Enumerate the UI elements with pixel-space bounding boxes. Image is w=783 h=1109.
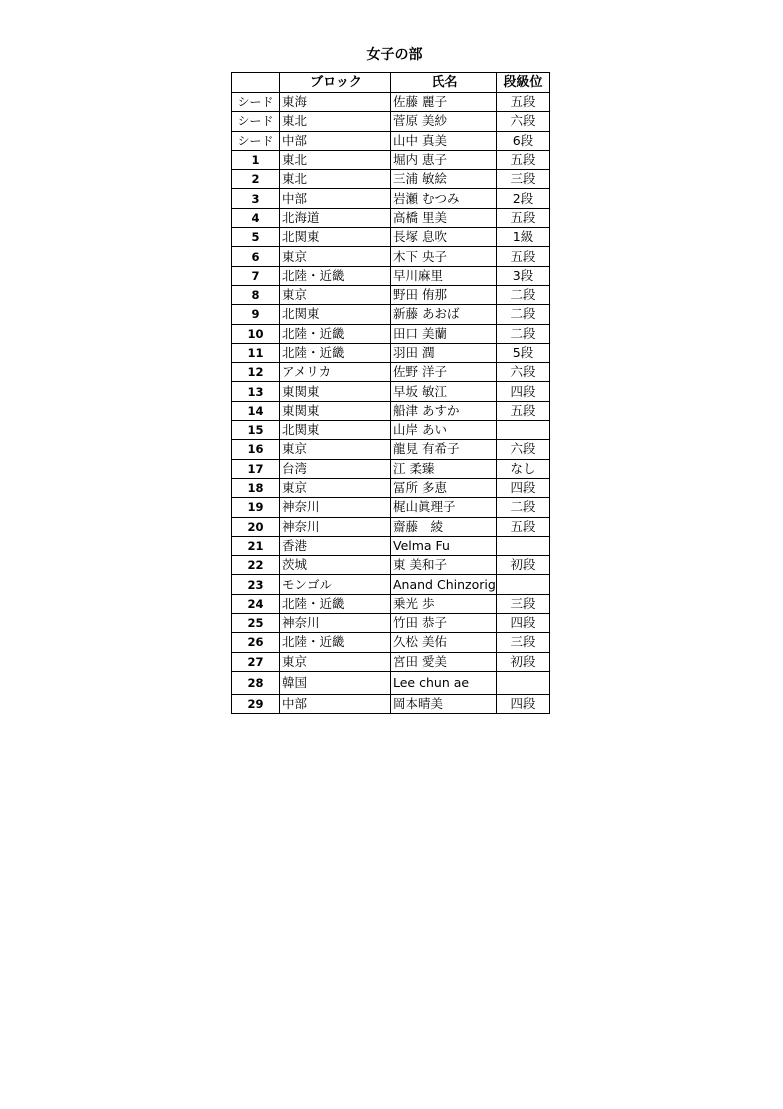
entry-name: 菅原 美紗 xyxy=(391,112,497,131)
entry-block: 中部 xyxy=(280,189,391,208)
entry-number: 7 xyxy=(232,266,280,285)
entry-block: 東京 xyxy=(280,285,391,304)
entry-name: Velma Fu xyxy=(391,536,497,555)
table-row xyxy=(232,498,550,517)
entry-block: 神奈川 xyxy=(280,517,391,536)
entry-name: 冨所 多恵 xyxy=(391,478,497,497)
entry-number: 14 xyxy=(232,401,280,420)
entry-block: 中部 xyxy=(280,694,391,713)
entry-rank xyxy=(497,536,550,555)
entry-rank: 二段 xyxy=(497,285,550,304)
entry-name: 長塚 息吹 xyxy=(391,228,497,247)
entry-number: 21 xyxy=(232,536,280,555)
entry-block: 北海道 xyxy=(280,208,391,227)
entry-block: 茨城 xyxy=(280,556,391,575)
entry-block: 東関東 xyxy=(280,401,391,420)
entry-block: アメリカ xyxy=(280,363,391,382)
entry-block: 北陸・近畿 xyxy=(280,633,391,652)
entry-rank: 五段 xyxy=(497,517,550,536)
entry-block: 東京 xyxy=(280,247,391,266)
header-block: ブロック xyxy=(280,73,391,93)
entry-number: 16 xyxy=(232,440,280,459)
table-row xyxy=(232,228,550,247)
entry-block: 香港 xyxy=(280,536,391,555)
entry-rank: 六段 xyxy=(497,363,550,382)
entry-name: 田口 美蘭 xyxy=(391,324,497,343)
entry-rank: 二段 xyxy=(497,305,550,324)
entry-number: 10 xyxy=(232,324,280,343)
entry-block: 神奈川 xyxy=(280,614,391,633)
entry-number: 19 xyxy=(232,498,280,517)
entry-number: 26 xyxy=(232,633,280,652)
entry-number: 23 xyxy=(232,575,280,594)
entry-name: 東 美和子 xyxy=(391,556,497,575)
entry-rank: 三段 xyxy=(497,594,550,613)
table-row xyxy=(232,208,550,227)
table-row xyxy=(232,440,550,459)
roster-body xyxy=(232,93,550,714)
entry-block: 東京 xyxy=(280,478,391,497)
entry-name: 岡本晴美 xyxy=(391,694,497,713)
entry-rank: 5段 xyxy=(497,343,550,362)
table-row xyxy=(232,382,550,401)
entry-block: 北陸・近畿 xyxy=(280,343,391,362)
table-header-row xyxy=(232,73,550,93)
table-row xyxy=(232,594,550,613)
entry-name: 新藤 あおば xyxy=(391,305,497,324)
entry-block: 北関東 xyxy=(280,305,391,324)
entry-rank: 五段 xyxy=(497,401,550,420)
entry-number: 24 xyxy=(232,594,280,613)
entry-number: 25 xyxy=(232,614,280,633)
entry-rank: 六段 xyxy=(497,112,550,131)
entry-block: 中部 xyxy=(280,131,391,150)
entry-name: Anand Chinzorig xyxy=(391,575,497,594)
entry-number: 18 xyxy=(232,478,280,497)
entry-rank: 五段 xyxy=(497,150,550,169)
entry-block: 北陸・近畿 xyxy=(280,324,391,343)
entry-name: 木下 央子 xyxy=(391,247,497,266)
entry-rank: 初段 xyxy=(497,652,550,671)
entry-rank: 五段 xyxy=(497,247,550,266)
table-row xyxy=(232,614,550,633)
entry-rank: 二段 xyxy=(497,498,550,517)
entry-number: シード xyxy=(232,112,280,131)
entry-number: 5 xyxy=(232,228,280,247)
entry-rank: 四段 xyxy=(497,382,550,401)
table-row xyxy=(232,517,550,536)
entry-number: 9 xyxy=(232,305,280,324)
entry-rank: 2段 xyxy=(497,189,550,208)
entry-number: 22 xyxy=(232,556,280,575)
roster-table xyxy=(231,72,550,714)
entry-rank: 二段 xyxy=(497,324,550,343)
header-number xyxy=(232,73,280,93)
entry-number: 27 xyxy=(232,652,280,671)
entry-number: シード xyxy=(232,131,280,150)
entry-name: 堀内 恵子 xyxy=(391,150,497,169)
table-row xyxy=(232,401,550,420)
table-row xyxy=(232,170,550,189)
table-row xyxy=(232,343,550,362)
entry-rank: 四段 xyxy=(497,614,550,633)
entry-number: 15 xyxy=(232,421,280,440)
entry-block: 東京 xyxy=(280,652,391,671)
entry-number: 11 xyxy=(232,343,280,362)
entry-name: 岩瀬 むつみ xyxy=(391,189,497,208)
entry-block: 北関東 xyxy=(280,228,391,247)
entry-rank: 3段 xyxy=(497,266,550,285)
entry-rank: 6段 xyxy=(497,131,550,150)
header-rank: 段級位 xyxy=(497,73,550,93)
table-row xyxy=(232,112,550,131)
entry-rank xyxy=(497,421,550,440)
entry-name: 山岸 あい xyxy=(391,421,497,440)
entry-rank: なし xyxy=(497,459,550,478)
entry-block: 東関東 xyxy=(280,382,391,401)
entry-block: 神奈川 xyxy=(280,498,391,517)
entry-name: 佐藤 麗子 xyxy=(391,93,497,112)
table-row xyxy=(232,633,550,652)
entry-rank: 三段 xyxy=(497,170,550,189)
entry-rank: 初段 xyxy=(497,556,550,575)
page-title: 女子の部 xyxy=(366,47,423,63)
table-row xyxy=(232,652,550,671)
entry-number: 29 xyxy=(232,694,280,713)
table-row xyxy=(232,305,550,324)
entry-name: 早坂 敏江 xyxy=(391,382,497,401)
entry-block: モンゴル xyxy=(280,575,391,594)
entry-name: 江 柔臻 xyxy=(391,459,497,478)
header-name: 氏名 xyxy=(391,73,497,93)
entry-name: 羽田 潤 xyxy=(391,343,497,362)
table-row xyxy=(232,189,550,208)
table-row xyxy=(232,266,550,285)
entry-name: 宮田 愛美 xyxy=(391,652,497,671)
entry-name: 山中 真美 xyxy=(391,131,497,150)
entry-number: 1 xyxy=(232,150,280,169)
entry-name: Lee chun ae xyxy=(391,671,497,694)
entry-rank: 1級 xyxy=(497,228,550,247)
entry-name: 梶山眞理子 xyxy=(391,498,497,517)
table-row xyxy=(232,671,550,694)
table-row xyxy=(232,93,550,112)
entry-number: 8 xyxy=(232,285,280,304)
entry-name: 龍見 有希子 xyxy=(391,440,497,459)
entry-rank: 六段 xyxy=(497,440,550,459)
entry-block: 北陸・近畿 xyxy=(280,594,391,613)
entry-name: 乗光 歩 xyxy=(391,594,497,613)
entry-number: 6 xyxy=(232,247,280,266)
table-row xyxy=(232,150,550,169)
entry-name: 竹田 恭子 xyxy=(391,614,497,633)
table-row xyxy=(232,324,550,343)
entry-number: 2 xyxy=(232,170,280,189)
entry-rank xyxy=(497,671,550,694)
entry-block: 台湾 xyxy=(280,459,391,478)
table-row xyxy=(232,459,550,478)
table-row xyxy=(232,131,550,150)
entry-block: 東海 xyxy=(280,93,391,112)
entry-number: 4 xyxy=(232,208,280,227)
entry-block: 東北 xyxy=(280,170,391,189)
entry-name: 佐野 洋子 xyxy=(391,363,497,382)
entry-rank: 五段 xyxy=(497,93,550,112)
entry-block: 韓国 xyxy=(280,671,391,694)
entry-name: 船津 あすか xyxy=(391,401,497,420)
entry-block: 東京 xyxy=(280,440,391,459)
table-row xyxy=(232,247,550,266)
entry-name: 齋藤 綾 xyxy=(391,517,497,536)
entry-block: 東北 xyxy=(280,112,391,131)
entry-name: 早川麻里 xyxy=(391,266,497,285)
entry-block: 北陸・近畿 xyxy=(280,266,391,285)
entry-number: 13 xyxy=(232,382,280,401)
entry-rank: 四段 xyxy=(497,694,550,713)
table-row xyxy=(232,575,550,594)
entry-number: シード xyxy=(232,93,280,112)
table-row xyxy=(232,363,550,382)
table-row xyxy=(232,285,550,304)
table-row xyxy=(232,556,550,575)
entry-number: 12 xyxy=(232,363,280,382)
entry-number: 17 xyxy=(232,459,280,478)
entry-number: 28 xyxy=(232,671,280,694)
table-row xyxy=(232,694,550,713)
entry-rank xyxy=(497,575,550,594)
entry-block: 東北 xyxy=(280,150,391,169)
entry-name: 久松 美佑 xyxy=(391,633,497,652)
entry-rank: 五段 xyxy=(497,208,550,227)
entry-name: 高橋 里美 xyxy=(391,208,497,227)
entry-block: 北関東 xyxy=(280,421,391,440)
table-row xyxy=(232,536,550,555)
entry-name: 三浦 敏絵 xyxy=(391,170,497,189)
entry-number: 3 xyxy=(232,189,280,208)
entry-number: 20 xyxy=(232,517,280,536)
table-row xyxy=(232,421,550,440)
entry-name: 野田 侑那 xyxy=(391,285,497,304)
entry-rank: 三段 xyxy=(497,633,550,652)
table-row xyxy=(232,478,550,497)
entry-rank: 四段 xyxy=(497,478,550,497)
